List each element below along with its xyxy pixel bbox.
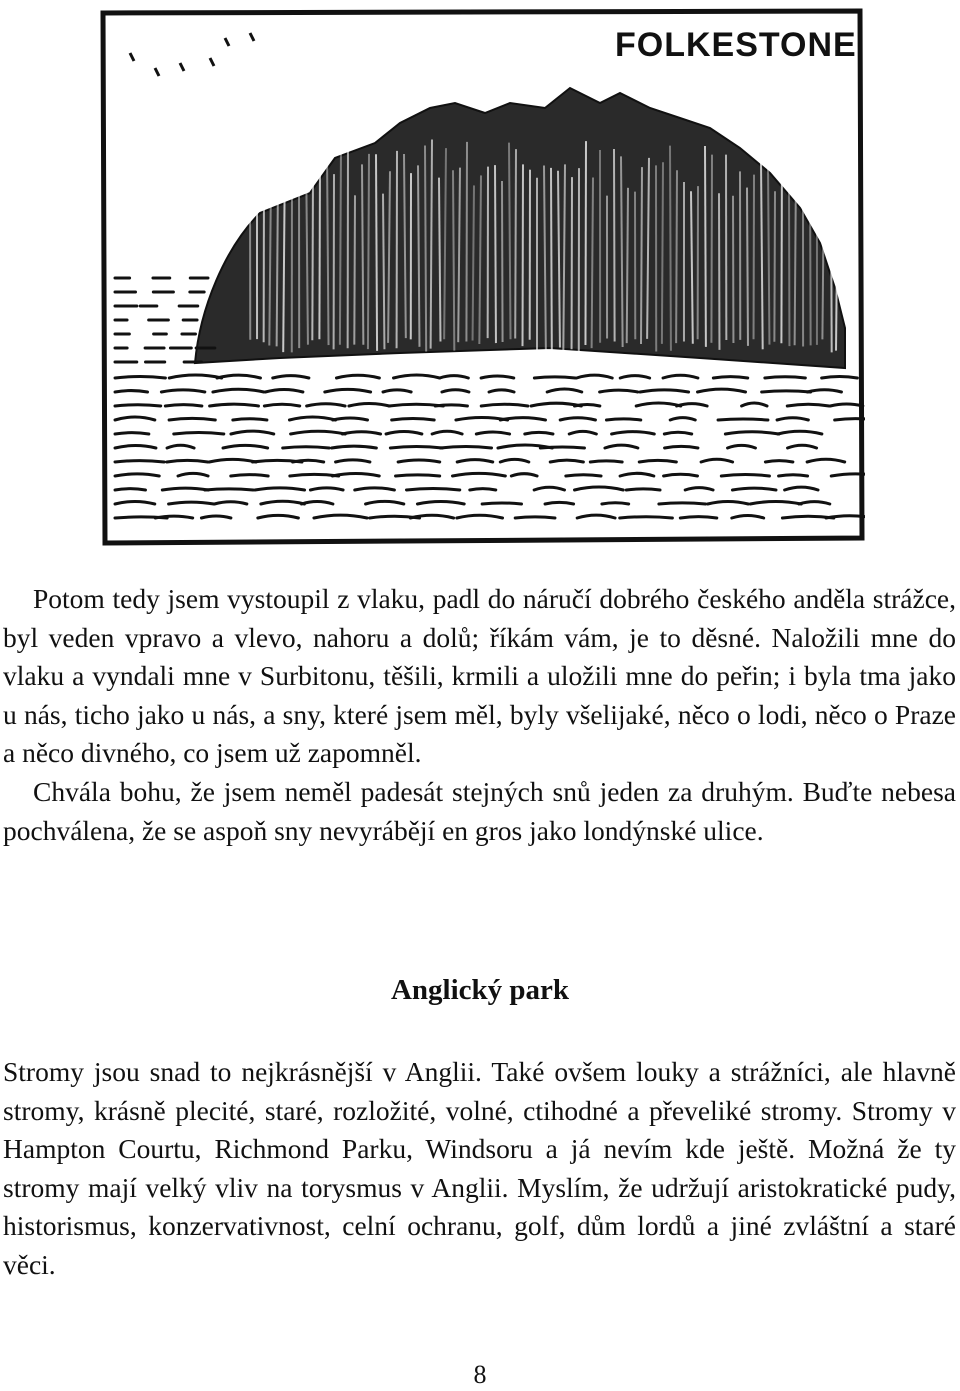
illustration-caption: FOLKESTONE [615, 26, 857, 64]
section-heading: Anglický park [390, 974, 570, 1006]
paragraph-text: Stromy jsou snad to nejkrásnější v Anglii. Také ovšem louky a strážníci, ale hlavně stromy, krásně plecité, staré, rozložité, volné, ctihodné a převeliké stromy. Stromy v Hampton Courtu, Richmond Parku, Windsoru a já nevím kde ještě. Možná že ty stromy mají velký vliv na torysmus v Anglii. Myslím, že udržují aristokratické pudy, historismus, konzervativnost, celní ochranu, golf, dům lordů a jiné zvláštní a staré věci. [3, 1056, 956, 1280]
paragraph-text: Potom tedy jsem vystoupil z vlaku, padl do náručí dobrého českého anděla strážce, byl veden vpravo a vlevo, nahoru a dolů; říkám vám, je to děsné. Naložili mne do vlaku a vyndali mne v Surbitonu, těšili, krmili a uložili mne do peřin; i byla tma jako u nás, ticho jako u nás, a sny, které jsem měl, byly všelijaké, něco o lodi, něco o Praze a něco divného, co jsem už zapomněl. [3, 583, 956, 769]
paragraph-1 [3, 580, 956, 850]
cliff-sea-sketch-icon [100, 8, 865, 548]
folkestone-illustration [100, 8, 865, 548]
paragraph-3 [3, 1053, 956, 1285]
paragraph-2 [3, 773, 956, 850]
page-number: 8 [473, 1360, 487, 1389]
paragraph-text: Chvála bohu, že jsem neměl padesát stejných snů jeden za druhým. Buďte nebesa pochválena, že se aspoň sny nevyrábějí en gros jako londýnské ulice. [3, 775, 956, 846]
